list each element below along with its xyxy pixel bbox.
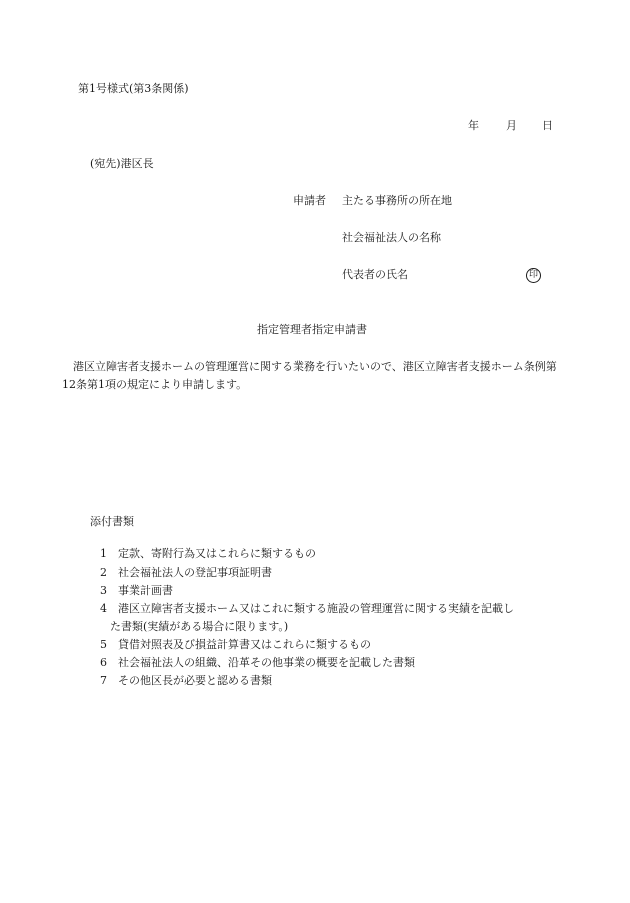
attachment-item: 5 貸借対照表及び損益計算書又はこれらに類するもの [100,638,371,651]
representative-name-label: 代表者の氏名 [342,268,408,281]
corporation-name-label: 社会福祉法人の名称 [342,231,441,244]
addressee: (宛先)港区長 [90,157,154,170]
attachment-item: 1 定款、寄附行為又はこれらに類するもの [100,547,316,560]
attachment-item: 4 港区立障害者支援ホーム又はこれに類する施設の管理運営に関する実績を記載し [100,602,514,615]
attachment-item: 2 社会福祉法人の登記事項証明書 [100,566,272,579]
body-text [62,358,562,394]
attachments-heading: 添付書類 [90,515,134,528]
date-day: 日 [542,119,553,132]
body-paragraph: 港区立障害者支援ホームの管理運営に関する業務を行いたいので、港区立障害者支援ホーム条例第12条第1項の規定により申請します。 [62,360,557,391]
seal-mark [526,267,541,283]
date-month: 月 [506,119,517,132]
date-line [468,119,558,133]
office-address-label: 主たる事務所の所在地 [342,194,452,207]
form-number: 第1号様式(第3条関係) [78,82,189,95]
attachment-item: 6 社会福祉法人の組織、沿革その他事業の概要を記載した書類 [100,656,415,669]
document-title: 指定管理者指定申請書 [257,323,367,336]
attachment-item: 3 事業計画書 [100,584,173,597]
applicant-label: 申請者 [293,194,326,207]
attachment-item-continuation: た書類(実績がある場合に限ります。) [110,620,289,633]
date-year: 年 [468,119,479,132]
seal-icon: 印 [526,268,541,283]
attachment-item: 7 その他区長が必要と認める書類 [100,674,272,687]
